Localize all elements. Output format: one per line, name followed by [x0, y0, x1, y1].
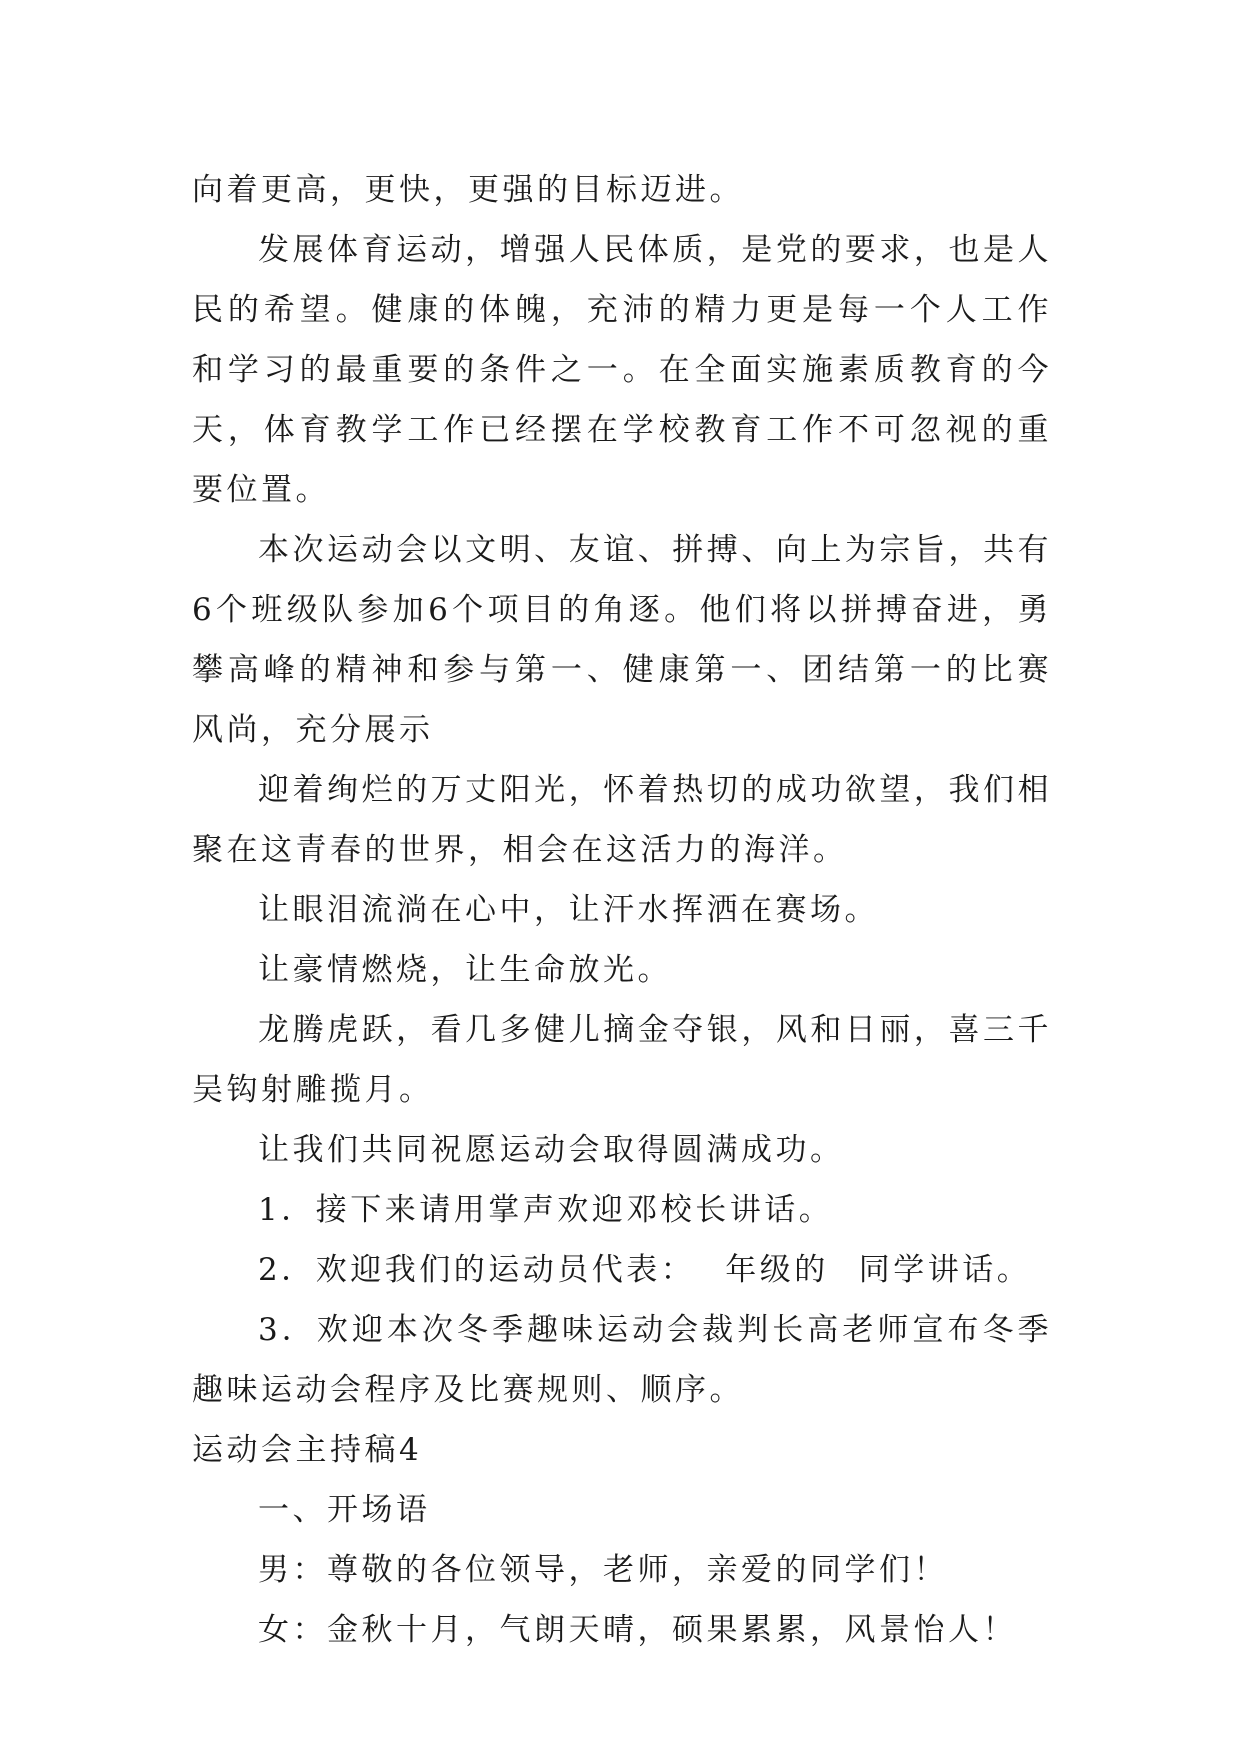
paragraph: 让我们共同祝愿运动会取得圆满成功。 — [258, 1132, 845, 1168]
list-item-prefix: 2．欢迎我们的运动员代表： — [258, 1252, 696, 1288]
document-body — [192, 160, 1052, 1660]
list-item-middle: 年级的 — [725, 1252, 829, 1288]
paragraph: 让豪情燃烧，让生命放光。 — [258, 952, 672, 988]
paragraph: 龙腾虎跃，看几多健儿摘金夺银，风和日丽，喜三千吴钩射雕揽月。 — [192, 1012, 1052, 1108]
section-title: 运动会主持稿4 — [192, 1432, 423, 1468]
paragraph: 迎着绚烂的万丈阳光，怀着热切的成功欲望，我们相聚在这青春的世界，相会在这活力的海洋。 — [192, 772, 1052, 868]
list-item: 3．欢迎本次冬季趣味运动会裁判长高老师宣布冬季趣味运动会程序及比赛规则、顺序。 — [192, 1312, 1052, 1408]
paragraph: 让眼泪流淌在心中，让汗水挥洒在赛场。 — [258, 892, 879, 928]
paragraph: 发展体育运动，增强人民体质，是党的要求，也是人民的希望。健康的体魄，充沛的精力更是每一个人工作和学习的最重要的条件之一。在全面实施素质教育的今天，体育教学工作已经摆在学校教育工作不可忽视的重要位置。 — [192, 232, 1052, 508]
list-item-suffix: 同学讲话。 — [858, 1252, 1032, 1288]
list-item: 1．接下来请用掌声欢迎邓校长讲话。 — [258, 1192, 834, 1228]
paragraph: 一、开场语 — [258, 1492, 431, 1528]
paragraph: 向着更高，更快，更强的目标迈进。 — [192, 172, 744, 208]
list-item — [192, 1240, 1052, 1300]
paragraph: 本次运动会以文明、友谊、拼搏、向上为宗旨，共有6个班级队参加6个项目的角逐。他们将以拼搏奋进，勇攀高峰的精神和参与第一、健康第一、团结第一的比赛风尚，充分展示 — [192, 532, 1052, 748]
paragraph: 女：金秋十月，气朗天晴，硕果累累，风景怡人！ — [258, 1612, 1017, 1648]
paragraph: 男：尊敬的各位领导，老师，亲爱的同学们！ — [258, 1552, 948, 1588]
